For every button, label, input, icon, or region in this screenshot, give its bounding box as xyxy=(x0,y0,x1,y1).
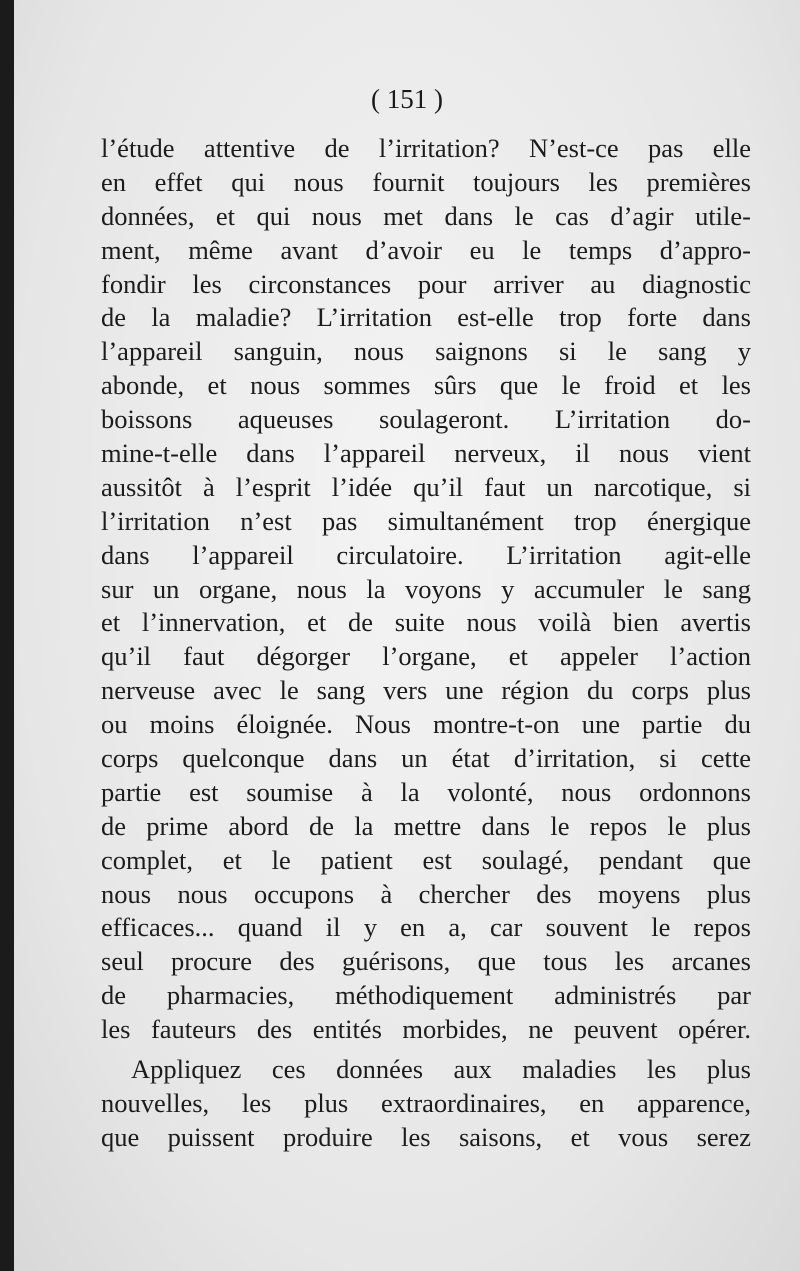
text-line: en effet qui nous fournit toujours les premières xyxy=(101,166,751,197)
text-line: nerveuse avec le sang vers une région du corps plus xyxy=(101,675,751,706)
text-line: de prime abord de la mettre dans le repos le plus xyxy=(101,810,751,841)
body-text xyxy=(101,132,751,1155)
text-line: complet, et le patient est soulagé, pendant que xyxy=(101,844,751,875)
text-line: ment, même avant d’avoir eu le temps d’appro- xyxy=(101,234,751,265)
text-line: sur un organe, nous la voyons y accumuler le sang xyxy=(101,573,751,604)
text-line: qu’il faut dégorger l’organe, et appeler l’action xyxy=(101,641,751,672)
text-line: efficaces... quand il y en a, car souvent le repos xyxy=(101,912,751,943)
text-line: les fauteurs des entités morbides, ne peuvent opérer. xyxy=(101,1014,751,1045)
text-line: boissons aqueuses soulageront. L’irritation do- xyxy=(101,404,751,435)
text-line: dans l’appareil circulatoire. L’irritation agit-elle xyxy=(101,539,751,570)
text-line: de la maladie? L’irritation est-elle trop forte dans xyxy=(101,302,751,333)
text-line: abonde, et nous sommes sûrs que le froid et les xyxy=(101,370,751,401)
text-line: mine-t-elle dans l’appareil nerveux, il nous vient xyxy=(101,438,751,469)
text-line: l’irritation n’est pas simultanément trop énergique xyxy=(101,505,751,536)
text-line: fondir les circonstances pour arriver au diagnostic xyxy=(101,268,751,299)
text-line: et l’innervation, et de suite nous voilà bien avertis xyxy=(101,607,751,638)
book-page xyxy=(14,0,800,1271)
text-line: seul procure des guérisons, que tous les arcanes xyxy=(101,946,751,977)
text-line: l’étude attentive de l’irritation? N’est-ce pas elle xyxy=(101,133,751,163)
text-line: ou moins éloignée. Nous montre-t-on une partie du xyxy=(101,709,751,740)
text-line: partie est soumise à la volonté, nous ordonnons xyxy=(101,776,751,807)
text-line: Appliquez ces données aux maladies les plus xyxy=(131,1054,751,1085)
text-line: de pharmacies, méthodiquement administrés par xyxy=(101,980,751,1011)
text-line: aussitôt à l’esprit l’idée qu’il faut un narcotique, si xyxy=(101,471,751,502)
text-line: corps quelconque dans un état d’irritation, si cette xyxy=(101,743,751,774)
text-line: nous nous occupons à chercher des moyens plus xyxy=(101,878,751,909)
text-line: que puissent produire les saisons, et vous serez xyxy=(101,1121,751,1152)
page-number: ( 151 ) xyxy=(371,84,443,114)
text-line: l’appareil sanguin, nous saignons si le sang y xyxy=(101,336,751,367)
text-line: données, et qui nous met dans le cas d’agir utile- xyxy=(101,200,751,231)
text-line: nouvelles, les plus extraordinaires, en apparence, xyxy=(101,1087,751,1118)
